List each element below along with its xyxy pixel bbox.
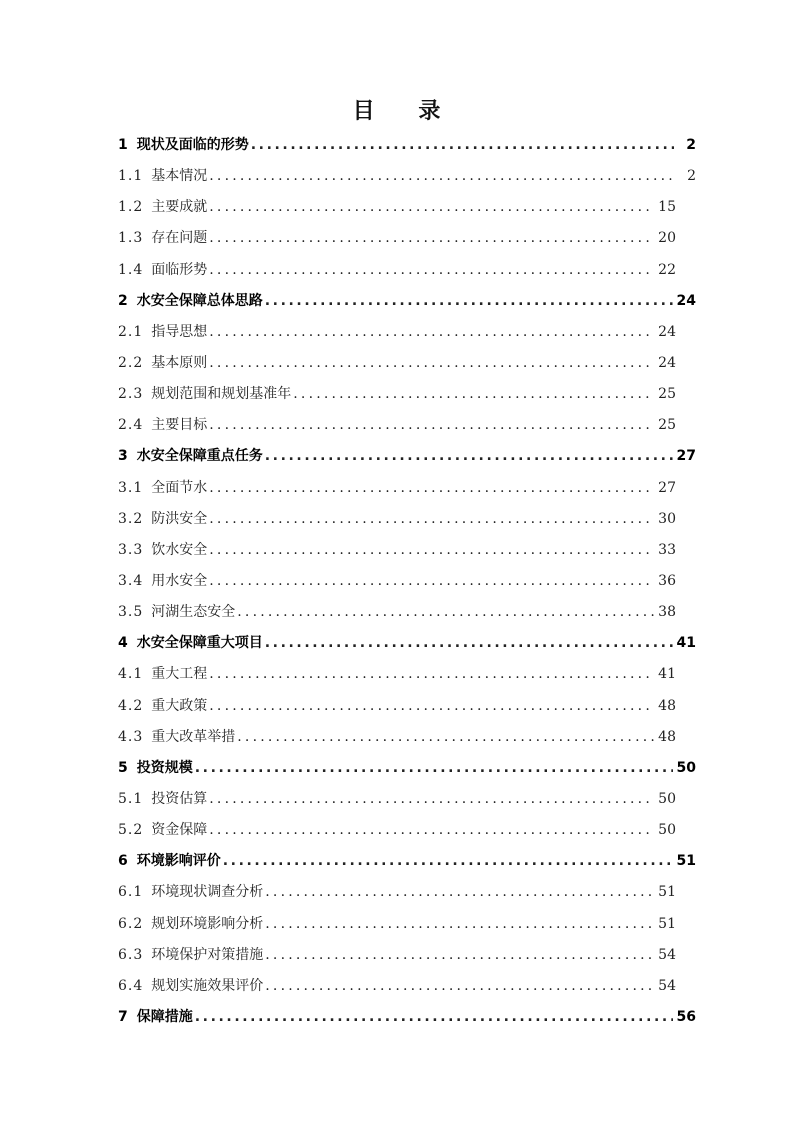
toc-entry-number: 4.1 <box>118 666 144 683</box>
toc-entry-title: 基本情况 <box>151 168 208 185</box>
toc-entry-number: 2.2 <box>118 354 144 371</box>
toc-dot-leader <box>265 940 654 971</box>
toc-entry-title: 规划范围和规划基准年 <box>151 386 292 403</box>
toc-entry-title: 重大工程 <box>151 666 208 683</box>
toc-entry-title: 面临形势 <box>151 261 208 278</box>
toc-section-entry[interactable] <box>118 410 696 441</box>
toc-entry-number: 2.3 <box>118 386 144 403</box>
toc-entry-page-number: 2 <box>686 137 696 153</box>
toc-entry-page-number: 20 <box>658 230 676 247</box>
toc-section-entry[interactable] <box>118 535 696 566</box>
toc-entry-title: 河湖生态安全 <box>151 604 236 621</box>
toc-dot-leader <box>195 753 673 784</box>
toc-dot-leader <box>209 255 654 286</box>
toc-entry-page-number: 54 <box>658 946 676 963</box>
toc-entry-number: 6 <box>118 853 128 870</box>
toc-entry-number: 6.2 <box>118 915 144 932</box>
toc-entry-title: 投资估算 <box>151 790 208 807</box>
toc-entry-title: 基本原则 <box>151 354 208 371</box>
toc-entry-title: 用水安全 <box>151 572 208 589</box>
toc-entry-page-number: 50 <box>676 759 696 776</box>
toc-chapter-entry[interactable] <box>118 628 696 659</box>
toc-section-entry[interactable] <box>118 877 696 908</box>
toc-entry-page-number: 38 <box>658 604 676 621</box>
toc-entry-title: 重大政策 <box>151 697 208 714</box>
toc-dot-leader <box>209 410 654 441</box>
toc-entry-page-number: 41 <box>658 666 676 683</box>
toc-dot-leader <box>237 722 654 753</box>
toc-entry-number: 1.4 <box>118 261 144 278</box>
toc-entry-title: 环境影响评价 <box>136 853 221 870</box>
toc-entry-page-number: 41 <box>676 635 696 652</box>
toc-dot-leader <box>265 877 654 908</box>
toc-entry-title: 指导思想 <box>151 323 208 340</box>
toc-entry-page-number: 25 <box>658 386 676 403</box>
toc-dot-leader <box>265 286 673 317</box>
toc-entry-number: 2.4 <box>118 417 144 434</box>
toc-section-entry[interactable] <box>118 379 696 410</box>
toc-entry-page-number: 50 <box>658 790 676 807</box>
toc-entry-page-number: 27 <box>658 479 676 496</box>
toc-dot-leader <box>209 815 654 846</box>
toc-entry-number: 3.5 <box>118 604 144 621</box>
toc-entry-number: 6.1 <box>118 884 144 901</box>
toc-entry-title: 防洪安全 <box>151 510 208 527</box>
toc-dot-leader <box>209 161 674 192</box>
toc-entry-number: 4 <box>118 635 128 652</box>
toc-chapter-entry[interactable] <box>118 1002 696 1033</box>
toc-entry-title: 环境现状调查分析 <box>151 884 264 901</box>
toc-entry-page-number: 36 <box>658 572 676 589</box>
toc-entry-number: 2.1 <box>118 323 144 340</box>
toc-entry-page-number: 24 <box>676 292 696 309</box>
toc-entry-page-number: 56 <box>676 1008 696 1025</box>
toc-entry-title: 环境保护对策措施 <box>151 946 264 963</box>
toc-entry-page-number: 25 <box>658 417 676 434</box>
toc-section-entry[interactable] <box>118 504 696 535</box>
toc-dot-leader <box>223 846 673 877</box>
toc-section-entry[interactable] <box>118 815 696 846</box>
toc-dot-leader <box>209 192 654 223</box>
toc-section-entry[interactable] <box>118 348 696 379</box>
toc-entry-number: 1.3 <box>118 230 144 247</box>
toc-section-entry[interactable] <box>118 722 696 753</box>
toc-dot-leader <box>209 535 654 566</box>
toc-section-entry[interactable] <box>118 223 696 254</box>
toc-entry-title: 重大改革举措 <box>151 728 236 745</box>
toc-section-entry[interactable] <box>118 566 696 597</box>
toc-section-entry[interactable] <box>118 691 696 722</box>
toc-section-entry[interactable] <box>118 940 696 971</box>
toc-entry-number: 2 <box>118 292 128 309</box>
toc-entry-page-number: 24 <box>658 354 676 371</box>
toc-section-entry[interactable] <box>118 597 696 628</box>
toc-entry-page-number: 51 <box>676 853 696 870</box>
toc-entry-title: 现状及面临的形势 <box>136 137 249 153</box>
toc-section-entry[interactable] <box>118 255 696 286</box>
toc-dot-leader <box>209 473 654 504</box>
toc-dot-leader <box>265 909 654 940</box>
toc-entry-number: 4.2 <box>118 697 144 714</box>
toc-entry-title: 投资规模 <box>136 759 193 776</box>
toc-entry-page-number: 48 <box>658 697 676 714</box>
toc-entry-page-number: 50 <box>658 822 676 839</box>
toc-entry-number: 3.3 <box>118 541 144 558</box>
toc-section-entry[interactable] <box>118 317 696 348</box>
toc-entry-title: 水安全保障重大项目 <box>136 635 263 652</box>
toc-entry-title: 规划环境影响分析 <box>151 915 264 932</box>
toc-section-entry[interactable] <box>118 473 696 504</box>
toc-dot-leader <box>195 1002 673 1033</box>
toc-dot-leader <box>237 597 654 628</box>
toc-entry-number: 4.3 <box>118 728 144 745</box>
toc-dot-leader <box>265 441 673 472</box>
toc-entry-number: 5.2 <box>118 822 144 839</box>
toc-entry-title: 资金保障 <box>151 822 208 839</box>
toc-entry-number: 3.2 <box>118 510 144 527</box>
toc-dot-leader <box>209 504 654 535</box>
toc-entry-title: 水安全保障总体思路 <box>136 292 263 309</box>
toc-entry-title: 规划实施效果评价 <box>151 977 264 994</box>
toc-entry-number: 3.4 <box>118 572 144 589</box>
toc-dot-leader <box>293 379 654 410</box>
toc-dot-leader <box>265 971 654 1002</box>
toc-entry-page-number: 15 <box>658 199 676 216</box>
toc-entry-title: 主要成就 <box>151 199 208 216</box>
toc-entry-number: 6.3 <box>118 946 144 963</box>
toc-entry-number: 5 <box>118 759 128 776</box>
toc-entry-number: 1.2 <box>118 199 144 216</box>
toc-entry-number: 3.1 <box>118 479 144 496</box>
toc-section-entry[interactable] <box>118 784 696 815</box>
toc-section-entry[interactable] <box>118 192 696 223</box>
toc-entry-page-number: 54 <box>658 977 676 994</box>
page-title: 目 录 <box>352 98 459 124</box>
toc-entry-title: 保障措施 <box>136 1008 193 1025</box>
toc-dot-leader <box>209 566 654 597</box>
toc-dot-leader <box>209 317 654 348</box>
toc-dot-leader <box>251 130 674 161</box>
table-of-contents <box>118 130 696 1033</box>
toc-chapter-entry[interactable] <box>118 846 696 877</box>
toc-entry-number: 1.1 <box>118 168 144 185</box>
toc-entry-title: 主要目标 <box>151 417 208 434</box>
toc-entry-number: 7 <box>118 1008 128 1025</box>
toc-dot-leader <box>209 348 654 379</box>
toc-entry-title: 全面节水 <box>151 479 208 496</box>
toc-dot-leader <box>209 691 654 722</box>
toc-entry-page-number: 48 <box>658 728 676 745</box>
toc-entry-title: 饮水安全 <box>151 541 208 558</box>
toc-entry-title: 水安全保障重点任务 <box>136 448 263 465</box>
toc-entry-page-number: 30 <box>658 510 676 527</box>
toc-chapter-entry[interactable] <box>118 753 696 784</box>
toc-entry-page-number: 51 <box>658 884 676 901</box>
toc-entry-page-number: 33 <box>658 541 676 558</box>
toc-section-entry[interactable] <box>118 659 696 690</box>
toc-entry-number: 3 <box>118 448 128 465</box>
toc-entry-page-number: 51 <box>658 915 676 932</box>
toc-entry-number: 5.1 <box>118 790 144 807</box>
toc-entry-number: 1 <box>118 137 128 153</box>
toc-dot-leader <box>209 659 654 690</box>
toc-section-entry[interactable] <box>118 161 696 192</box>
toc-dot-leader <box>265 628 673 659</box>
toc-section-entry[interactable] <box>118 971 696 1002</box>
toc-entry-page-number: 2 <box>687 168 696 185</box>
toc-chapter-entry[interactable] <box>118 286 696 317</box>
toc-section-entry[interactable] <box>118 909 696 940</box>
toc-entry-number: 6.4 <box>118 977 144 994</box>
toc-entry-page-number: 24 <box>658 323 676 340</box>
toc-entry-title: 存在问题 <box>151 230 208 247</box>
toc-entry-page-number: 27 <box>676 448 696 465</box>
toc-dot-leader <box>209 784 654 815</box>
toc-dot-leader <box>209 223 654 254</box>
toc-chapter-entry[interactable] <box>118 130 696 161</box>
toc-chapter-entry[interactable] <box>118 441 696 472</box>
toc-entry-page-number: 22 <box>658 261 676 278</box>
